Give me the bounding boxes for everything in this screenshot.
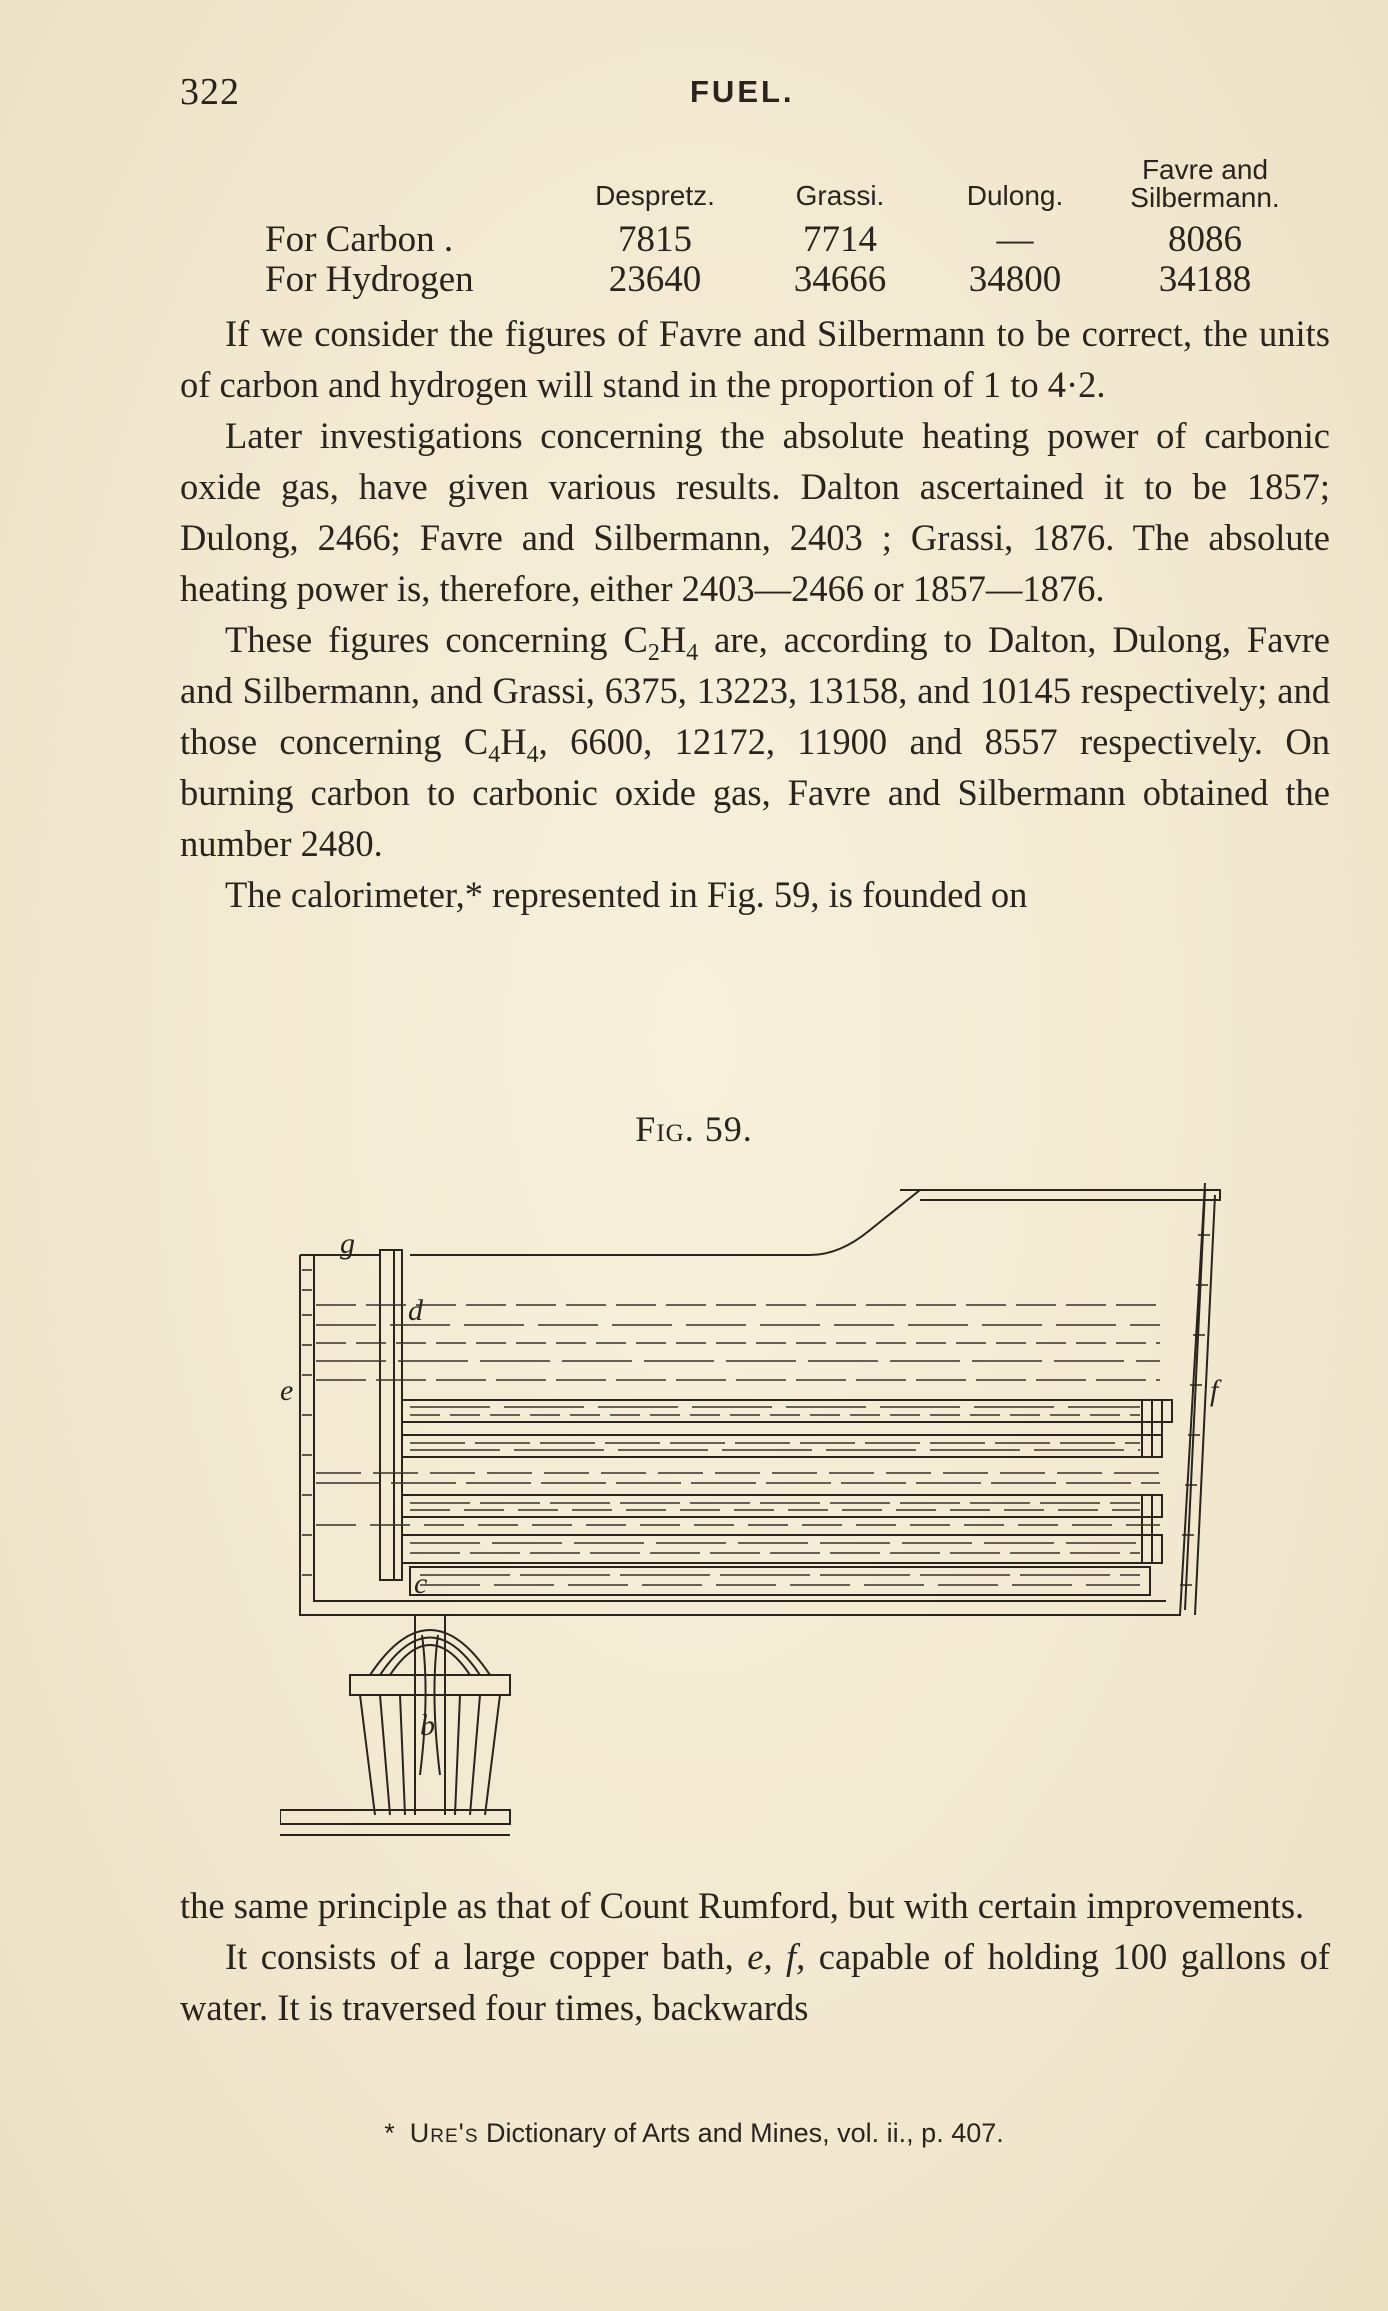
column-header-favre-silbermann [1105, 156, 1305, 212]
column-header-grassi: Grassi. [795, 180, 885, 211]
figure-label-e: e [280, 1374, 294, 1407]
figure-label-b: b [420, 1709, 435, 1742]
body-text-top [180, 308, 1330, 920]
subscript: 4 [526, 742, 539, 768]
table-cell: 8086 [1168, 219, 1242, 260]
furnace-base [280, 1810, 510, 1824]
paragraph: Later investigations concerning the absolute heating power of carbonic oxide gas, have given various results. Dalton ascertained it to be 1857; Dulong, 2466; Favre and Silbermann, 2403 ; Grassi, 1876. The absolute heating power is, therefore, either 2403—2466 or 1857—1876. [180, 415, 1330, 609]
column-header-despretz: Despretz. [595, 180, 715, 211]
pipe-run-1 [402, 1400, 1172, 1422]
page-header [180, 70, 1330, 120]
row-label: For Carbon . [265, 219, 454, 260]
table-cell: 23640 [608, 259, 702, 300]
paragraph-formulae [180, 614, 1330, 869]
page-number: 322 [180, 71, 240, 113]
table-row-carbon [265, 218, 1345, 258]
column-header-dulong: Dulong. [966, 180, 1064, 211]
text-run: are, according to Dalton, Dulong, Favre and Silbermann, and Grassi, 6375, 13223, 13158, and 10145 respectively; and those concerning C [180, 619, 1330, 762]
calorimeter-figure [280, 1175, 1240, 1855]
figure-label-f: f [1210, 1374, 1219, 1407]
table-cell: — [996, 219, 1034, 260]
figure-label-g: g [340, 1227, 355, 1260]
paragraph: the same principle as that of Count Rumford, but with certain improvements. [180, 1885, 1305, 1926]
text-run: H [659, 619, 687, 660]
table-cell: 34666 [793, 259, 887, 300]
figure-caption [0, 1108, 1388, 1150]
column-header-line-1: Favre and [1141, 154, 1269, 185]
flue-pipe [380, 1250, 394, 1580]
table-cell: 34188 [1158, 259, 1252, 300]
paragraph: The calorimeter,* represented in Fig. 59, is founded on [225, 874, 1028, 915]
figure-label-d: d [408, 1294, 423, 1327]
conduit-c [410, 1567, 1150, 1595]
figure-label-c: c [414, 1567, 428, 1600]
table-cell: 34800 [968, 259, 1062, 300]
running-title: FUEL. [690, 74, 795, 109]
figure-caption-text: Fig. 59. [635, 1109, 753, 1149]
subscript: 4 [488, 742, 501, 768]
row-label: For Hydrogen [265, 259, 474, 300]
subscript: 2 [647, 640, 660, 666]
heating-power-table [265, 150, 1345, 298]
text-run: These figures concerning C [225, 619, 648, 660]
pipe-run-4 [402, 1535, 1162, 1563]
footnote-marker: * [384, 2118, 395, 2148]
italic-label-e-f: e, f, [747, 1936, 806, 1977]
column-header-line-2: Silbermann. [1130, 182, 1280, 213]
footnote-text: Dictionary of Arts and Mines, vol. ii., p. 407. [486, 2118, 1004, 2148]
pipe-run-2 [402, 1435, 1162, 1457]
text-run: H [500, 721, 527, 762]
pipe-run-3 [402, 1495, 1162, 1517]
subscript: 4 [686, 640, 699, 666]
furnace-b [280, 1615, 510, 1835]
table-cell: 7714 [803, 219, 877, 260]
text-run: It consists of a large copper bath, [225, 1936, 748, 1977]
text-run: capable of holding 100 gallons of water. It is traversed four times, backwards [180, 1936, 1330, 2028]
footnote-author: Ure's [409, 2118, 479, 2148]
paragraph [180, 1931, 1330, 2033]
table-cell: 7815 [618, 219, 692, 260]
footnote [0, 2118, 1388, 2149]
table-header-row [265, 150, 1345, 218]
body-text-bottom [180, 1880, 1330, 2033]
text-run: , 6600, 12172, 11900 and 8557 respectively. On burning carbon to carbonic oxide gas, Favre and Silbermann obtained the number 2480. [180, 721, 1330, 864]
table-row-hydrogen [265, 258, 1345, 298]
paragraph: If we consider the figures of Favre and Silbermann to be correct, the units of carbon and hydrogen will stand in the proportion of 1 to 4·2. [180, 313, 1330, 405]
